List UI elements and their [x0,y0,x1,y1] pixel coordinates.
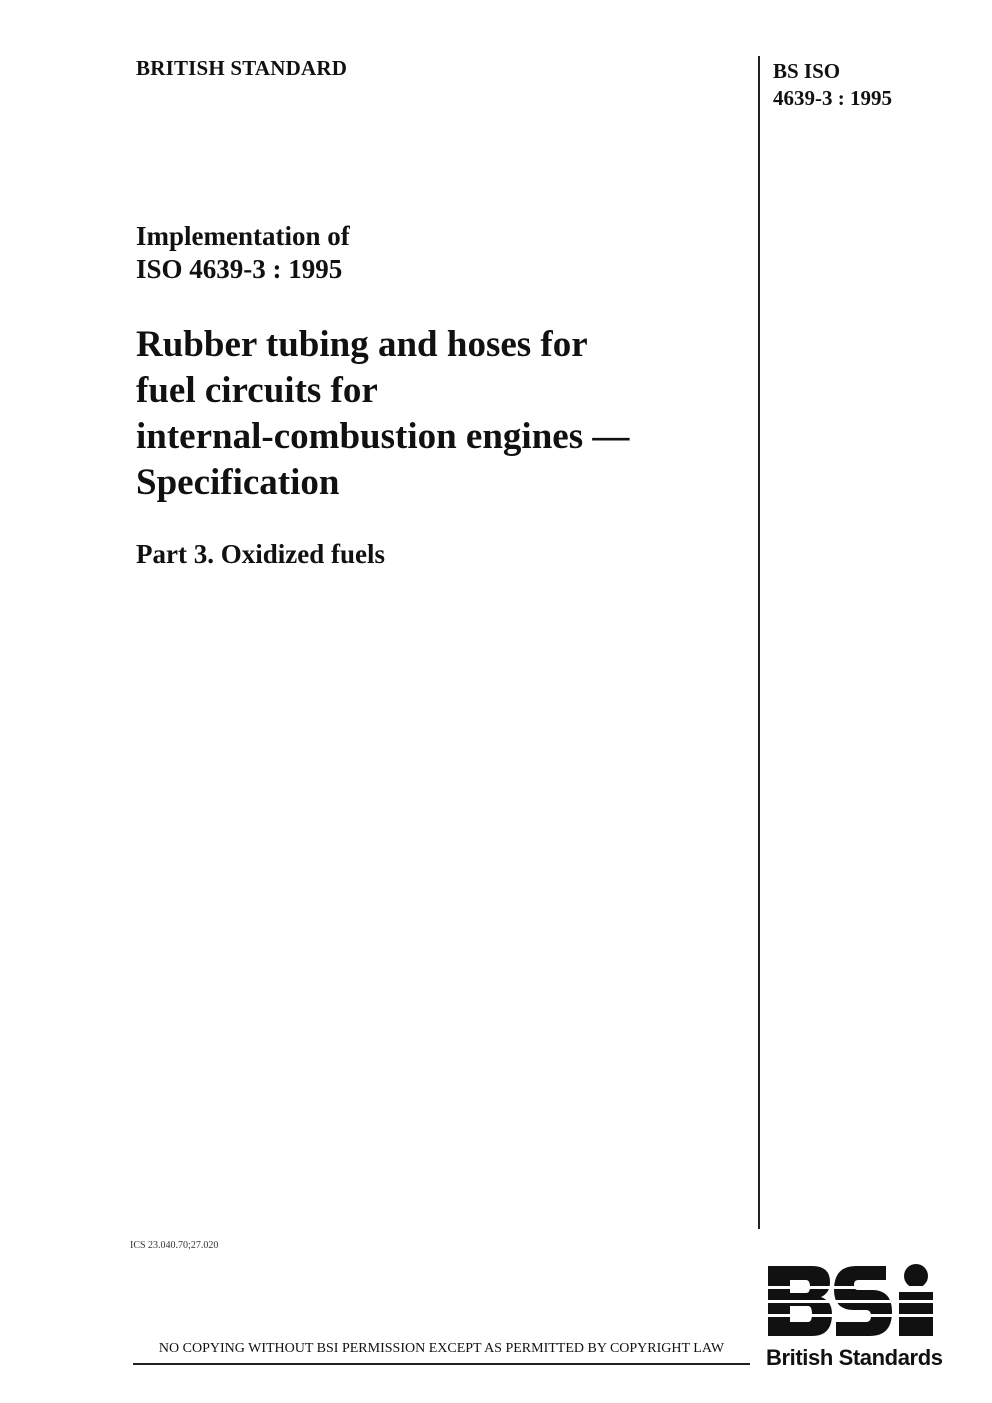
title-line-1: Rubber tubing and hoses for [136,324,588,365]
publisher-heading: BRITISH STANDARD [136,56,348,80]
part-subtitle: Part 3. Oxidized fuels [136,539,385,569]
footer-rule [133,1363,750,1365]
designation-line-1: BS ISO [773,59,841,83]
vertical-divider [758,56,760,1229]
implementation-line-2: ISO 4639-3 : 1995 [136,254,343,284]
title-line-2: fuel circuits for [136,370,378,411]
implementation-line-1: Implementation of [136,221,350,251]
title-line-4: Specification [136,462,340,503]
standard-designation [773,58,892,112]
logo-caption: British Standards [766,1345,943,1370]
copyright-notice: NO COPYING WITHOUT BSI PERMISSION EXCEPT AS PERMITTED BY COPYRIGHT LAW [158,1341,725,1356]
title-line-3: internal-combustion engines — [136,416,630,457]
document-title [136,322,629,506]
ics-code: ICS 23.040.70;27.020 [130,1240,219,1251]
implementation-note [136,220,350,286]
designation-line-2: 4639-3 : 1995 [773,86,892,110]
bsi-logo-mark [766,1262,946,1342]
